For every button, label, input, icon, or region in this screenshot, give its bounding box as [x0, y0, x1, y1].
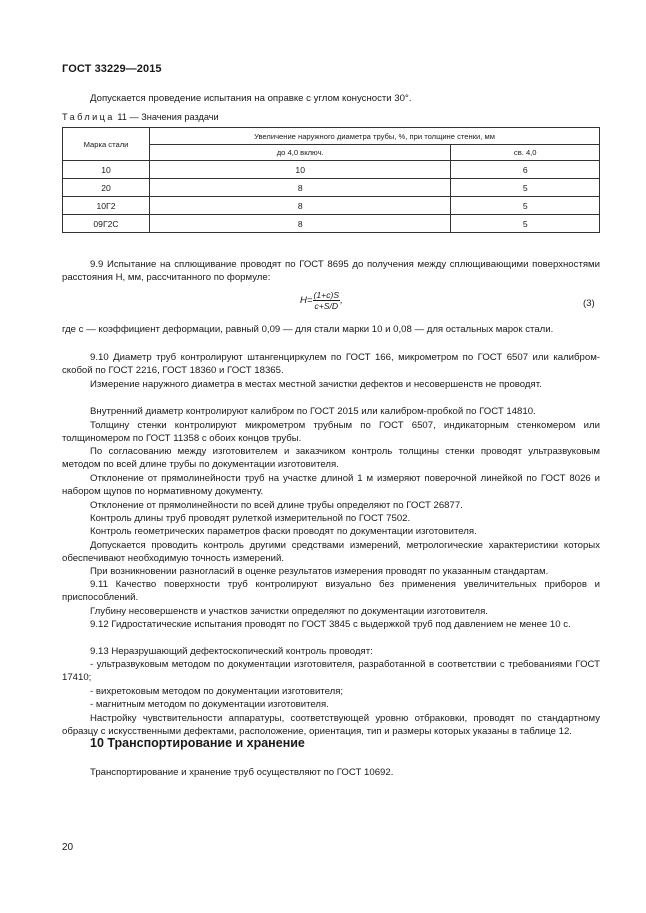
- formula-tail: ,: [340, 295, 343, 307]
- list-item: - магнитным методом по документации изготовителя.: [90, 699, 329, 710]
- header-diameter-increase: Увеличение наружного диаметра трубы, %, при толщине стенки, мм: [150, 128, 600, 145]
- paragraph-depth: Глубину несовершенств и участков зачистки определяют по документации изготовителя.: [90, 606, 488, 617]
- paragraph-ultrasonic: По согласованию между изготовителем и заказчиком контроль толщины стенки проводят ультразвуковым методом по всей длине трубы по документации изготовителя.: [62, 446, 600, 470]
- paragraph-wall-thickness: Толщину стенки контролируют микрометром трубным по ГОСТ 6507, индикаторным стенкомером или толщиномером по ГОСТ 11358 с обоих концов трубы.: [62, 420, 600, 444]
- header-steel-grade: Марка стали: [63, 128, 150, 161]
- paragraph-straightness-1m: Отклонение от прямолинейности труб на участке длиной 1 м измеряют поверочной линейкой по ГОСТ 8026 и набором щупов по нормативному документу.: [62, 473, 600, 497]
- formula-h: [300, 290, 343, 311]
- paragraph-transport: Транспортирование и хранение труб осуществляют по ГОСТ 10692.: [90, 767, 394, 778]
- list-item: - ультразвуковым методом по документации изготовителя, разработанной в соответствии с требованиями ГОСТ 17410;: [62, 659, 600, 683]
- cell-value: 8: [150, 215, 451, 233]
- paragraph-disputes: При возникновении разногласий в оценке результатов измерения проводят по указанным стандартам.: [90, 566, 549, 577]
- table-row: [63, 179, 600, 197]
- paragraph-straightness-full: Отклонение от прямолинейности по всей длине трубы определяют по ГОСТ 26877.: [90, 500, 463, 511]
- table-row: [63, 161, 600, 179]
- formula-fraction: [313, 290, 341, 311]
- cell-value: 5: [451, 215, 600, 233]
- cell-steel: 10Г2: [63, 197, 150, 215]
- formula-denominator: c+S/D: [314, 301, 339, 311]
- equation-number: (3): [583, 298, 595, 309]
- paragraph-9-12: 9.12 Гидростатические испытания проводят по ГОСТ 3845 с выдержкой труб под давлением не менее 10 с.: [90, 619, 571, 630]
- formula-lhs: H=: [300, 295, 313, 307]
- paragraph-inner-diameter: Внутренний диаметр контролируют калибром по ГОСТ 2015 или калибром-пробкой по ГОСТ 14810.: [90, 406, 536, 417]
- paragraph-sensitivity: Настройку чувствительности аппаратуры, соответствующей уровню отбраковки, проводят по стандартному образцу с искусственными дефектами, расположение, ориентация, тип и размеры которых указаны в таблице 12.: [62, 713, 600, 737]
- paragraph-9-9: 9.9 Испытание на сплющивание проводят по ГОСТ 8695 до получения между сплющивающими поверхностями расстояния H, мм, рассчитанного по формуле:: [62, 259, 600, 283]
- paragraph-length: Контроль длины труб проводят рулеткой измерительной по ГОСТ 7502.: [90, 513, 411, 524]
- paragraph-9-10: 9.10 Диаметр труб контролируют штангенциркулем по ГОСТ 166, микрометром по ГОСТ 6507 или калибром-скобой по ГОСТ 2216, ГОСТ 18360 и ГОСТ 18365.: [62, 352, 600, 376]
- cell-value: 10: [150, 161, 451, 179]
- cell-value: 5: [451, 197, 600, 215]
- caption-text: 11 — Значения раздачи: [114, 112, 219, 122]
- paragraph-outer-diameter: Измерение наружного диаметра в местах местной зачистки дефектов и несовершенств не проводят.: [90, 379, 542, 390]
- cell-steel: 20: [63, 179, 150, 197]
- list-item: - вихретоковым методом по документации изготовителя;: [90, 686, 344, 697]
- cell-steel: 09Г2С: [63, 215, 150, 233]
- table-caption: [62, 112, 219, 122]
- cell-value: 5: [451, 179, 600, 197]
- cell-value: 8: [150, 197, 451, 215]
- page-number: 20: [62, 842, 74, 853]
- intro-paragraph: Допускается проведение испытания на оправке с углом конусности 30°.: [90, 93, 412, 104]
- cell-value: 8: [150, 179, 451, 197]
- header-wall-over-4: св. 4,0: [451, 145, 600, 161]
- document-id: ГОСТ 33229—2015: [62, 63, 162, 75]
- paragraph-9-13: 9.13 Неразрушающий дефектоскопический контроль проводят:: [90, 646, 373, 657]
- table-row: [63, 197, 600, 215]
- section-heading: 10 Транспортирование и хранение: [90, 736, 305, 750]
- paragraph-bevel: Контроль геометрических параметров фаски проводят по документации изготовителя.: [90, 526, 477, 537]
- cell-steel: 10: [63, 161, 150, 179]
- table-row: [63, 215, 600, 233]
- caption-word: Таблица: [62, 112, 115, 122]
- expansion-table: [62, 127, 600, 233]
- paragraph-9-11: 9.11 Качество поверхности труб контролируют визуально без применения увеличительных приборов и приспособлений.: [62, 579, 600, 603]
- formula-numerator: (1+c)S: [313, 290, 340, 300]
- cell-value: 6: [451, 161, 600, 179]
- paragraph-where: где с — коэффициент деформации, равный 0,09 — для стали марки 10 и 0,08 — для остальных марок стали.: [62, 324, 554, 335]
- paragraph-other-means: Допускается проводить контроль другими средствами измерений, метрологические характеристики которых обеспечивают необходимую точность измерений.: [62, 540, 600, 564]
- header-wall-upto-4: до 4,0 включ.: [150, 145, 451, 161]
